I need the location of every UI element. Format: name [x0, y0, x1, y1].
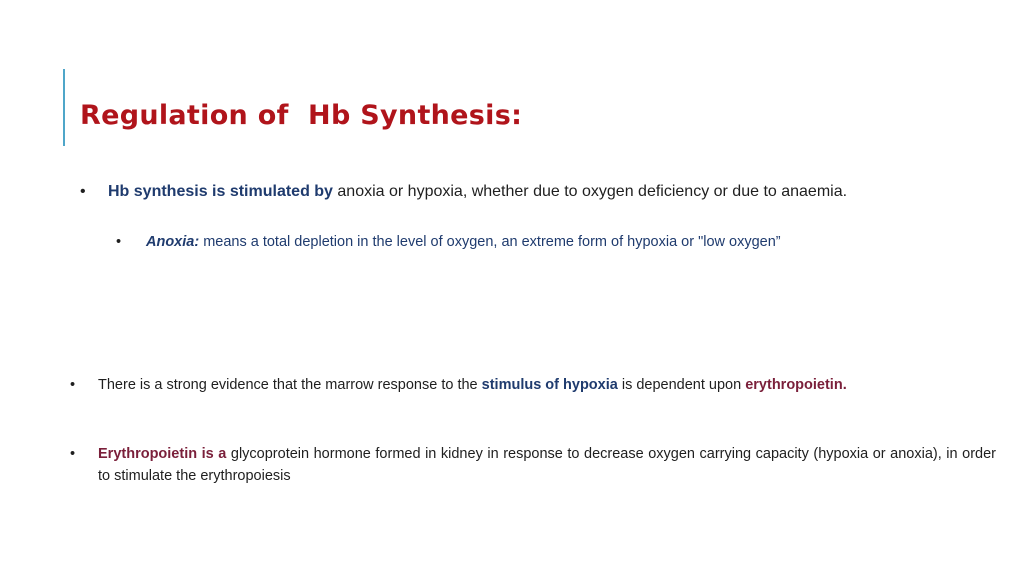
anoxia-term: Anoxia: — [146, 234, 200, 250]
bullet-marrow-response — [70, 374, 996, 396]
bullet-erythropoietin — [70, 443, 996, 487]
text-after: is dependent upon — [617, 377, 746, 393]
bullet-rest: anoxia or hypoxia, whether due to oxygen deficiency or due to anaemia. — [332, 183, 848, 200]
title-accent-bar — [63, 69, 65, 146]
erythropoietin-term: erythropoietin. — [745, 377, 847, 393]
bullet-dot: • — [70, 377, 76, 393]
bullet-dot: • — [70, 446, 76, 462]
anoxia-definition: means a total depletion in the level of oxygen, an extreme form of hypoxia or "low oxygen” — [199, 234, 781, 250]
bullet-text — [98, 374, 996, 396]
erythropoietin-description: glycoprotein hormone formed in kidney in response to decrease oxygen carrying capacity (hypoxia or anoxia), in order to stimulate the erythropoiesis — [98, 446, 996, 484]
bullet-hb-stimulated — [80, 181, 1000, 203]
slide-title: Regulation of Hb Synthesis: — [80, 100, 523, 131]
text-before: There is a strong evidence that the marrow response to the — [98, 377, 482, 393]
bullet-text — [98, 443, 996, 487]
bullet-bold-lead: Hb synthesis is stimulated by — [108, 183, 333, 200]
bullet-dot: • — [116, 234, 122, 250]
stimulus-highlight: stimulus of hypoxia — [481, 377, 618, 393]
bullet-anoxia-definition — [116, 232, 976, 252]
bullet-text — [146, 232, 976, 252]
bullet-dot: • — [80, 183, 86, 200]
erythropoietin-lead: Erythropoietin is a — [98, 446, 227, 462]
bullet-text — [108, 181, 1000, 203]
